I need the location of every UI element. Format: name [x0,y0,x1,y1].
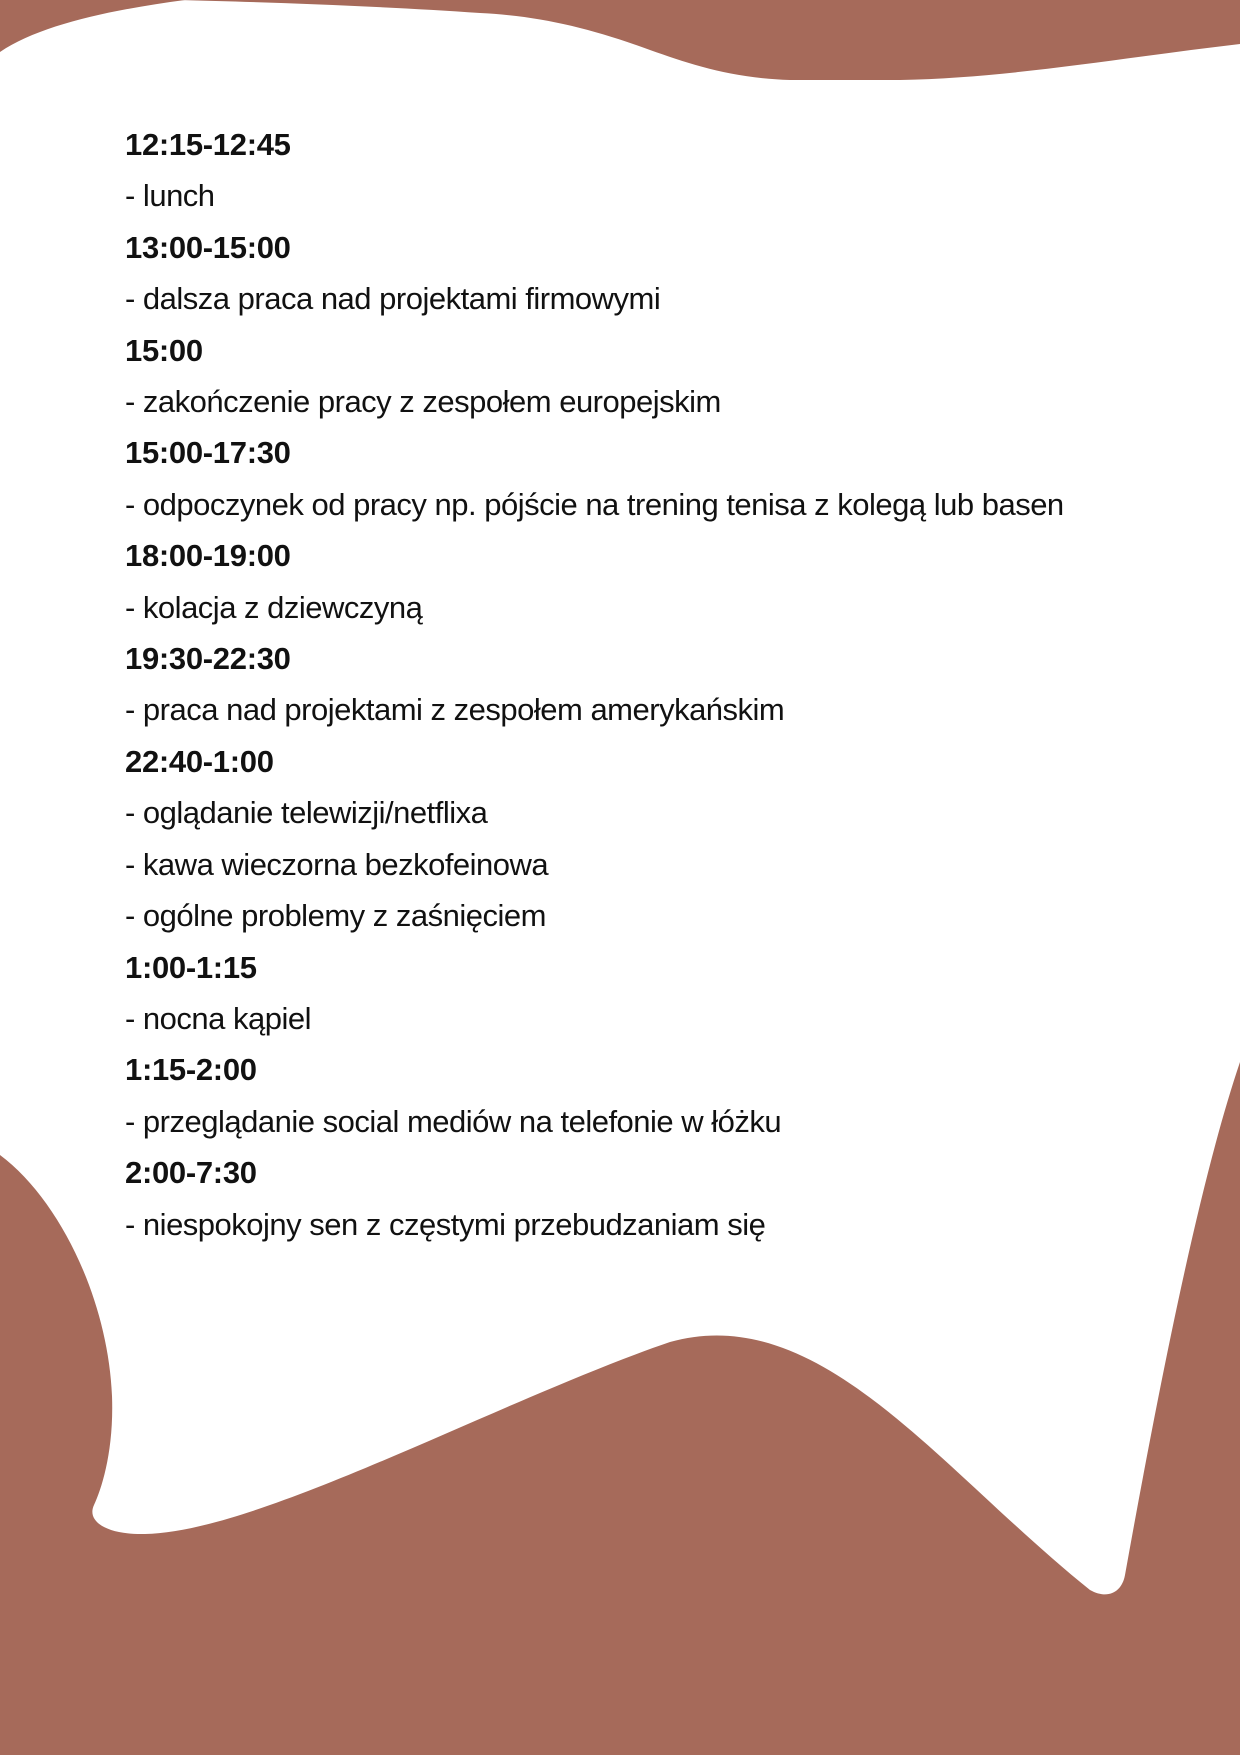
activity-item: - odpoczynek od pracy np. pójście na trening tenisa z kolegą lub basen [125,486,1064,522]
activity-item: - zakończenie pracy z zespołem europejskim [125,384,721,420]
activity-item: - dalsza praca nad projektami firmowymi [125,281,661,317]
activity-item: - niespokojny sen z częstymi przebudzaniam się [125,1206,766,1242]
top-right-blob [180,0,1240,80]
activity-item: - lunch [125,178,215,214]
top-left-blob [0,0,185,52]
activity-item: - praca nad projektami z zespołem amerykańskim [125,692,785,728]
time-slot-heading: 22:40-1:00 [125,743,274,779]
time-slot-heading: 12:15-12:45 [125,127,291,162]
activity-item: - ogólne problemy z zaśnięciem [125,898,546,934]
activity-item: - kawa wieczorna bezkofeinowa [125,846,549,882]
time-slot-heading: 2:00-7:30 [125,1155,257,1191]
activity-item: - przeglądanie social mediów na telefonie w łóżku [125,1103,782,1139]
time-slot-heading: 1:15-2:00 [125,1052,257,1088]
activity-item: - nocna kąpiel [125,1000,312,1036]
activity-item: - oglądanie telewizji/netflixa [125,795,488,831]
time-slot-heading: 15:00 [125,332,203,368]
schedule [125,119,1112,1250]
activity-item: - kolacja z dziewczyną [125,589,423,625]
time-slot-heading: 18:00-19:00 [125,538,291,574]
time-slot-heading: 19:30-22:30 [125,641,291,677]
time-slot-heading: 1:00-1:15 [125,949,257,985]
time-slot-heading: 15:00-17:30 [125,435,291,471]
time-slot-heading: 13:00-15:00 [125,229,291,265]
